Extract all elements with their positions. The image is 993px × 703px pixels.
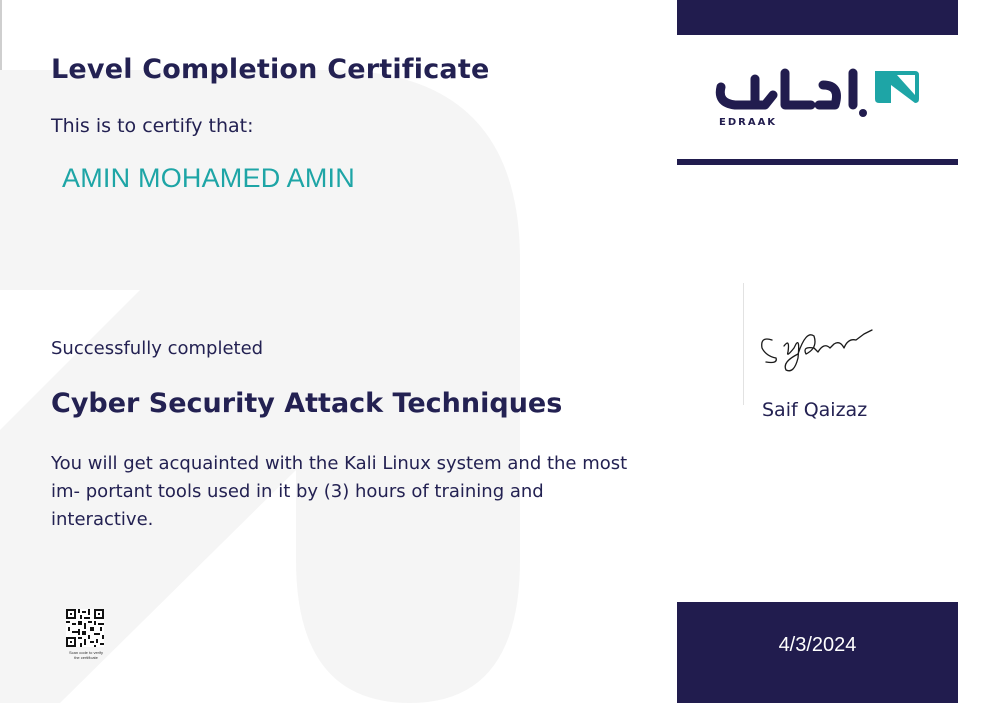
completed-text: Successfully completed	[51, 338, 264, 359]
course-title: Cyber Security Attack Techniques	[51, 388, 563, 419]
edraak-logo	[715, 65, 921, 129]
issue-date: 4/3/2024	[778, 634, 857, 656]
certify-text: This is to certify that:	[51, 115, 254, 137]
handwritten-signature	[752, 318, 892, 378]
logo-underline-bar	[677, 159, 958, 165]
signer-name: Saif Qaizaz	[762, 399, 868, 421]
recipient-name: AMIN MOHAMED AMIN	[62, 163, 355, 193]
date-block	[677, 602, 958, 703]
qr-code-icon[interactable]	[66, 609, 104, 647]
header-color-block	[677, 0, 958, 35]
certificate-heading: Level Completion Certificate	[51, 54, 490, 85]
course-description: You will get acquainted with the Kali Linux system and the most im- portant tools used in it by (3) hours of training and interactive.	[51, 453, 628, 530]
qr-caption: Scan code to verify the certificate	[68, 650, 104, 660]
logo-latin-text: EDRAAK	[719, 117, 778, 128]
signature-divider	[743, 283, 744, 405]
qr-code-block[interactable]	[66, 609, 106, 660]
